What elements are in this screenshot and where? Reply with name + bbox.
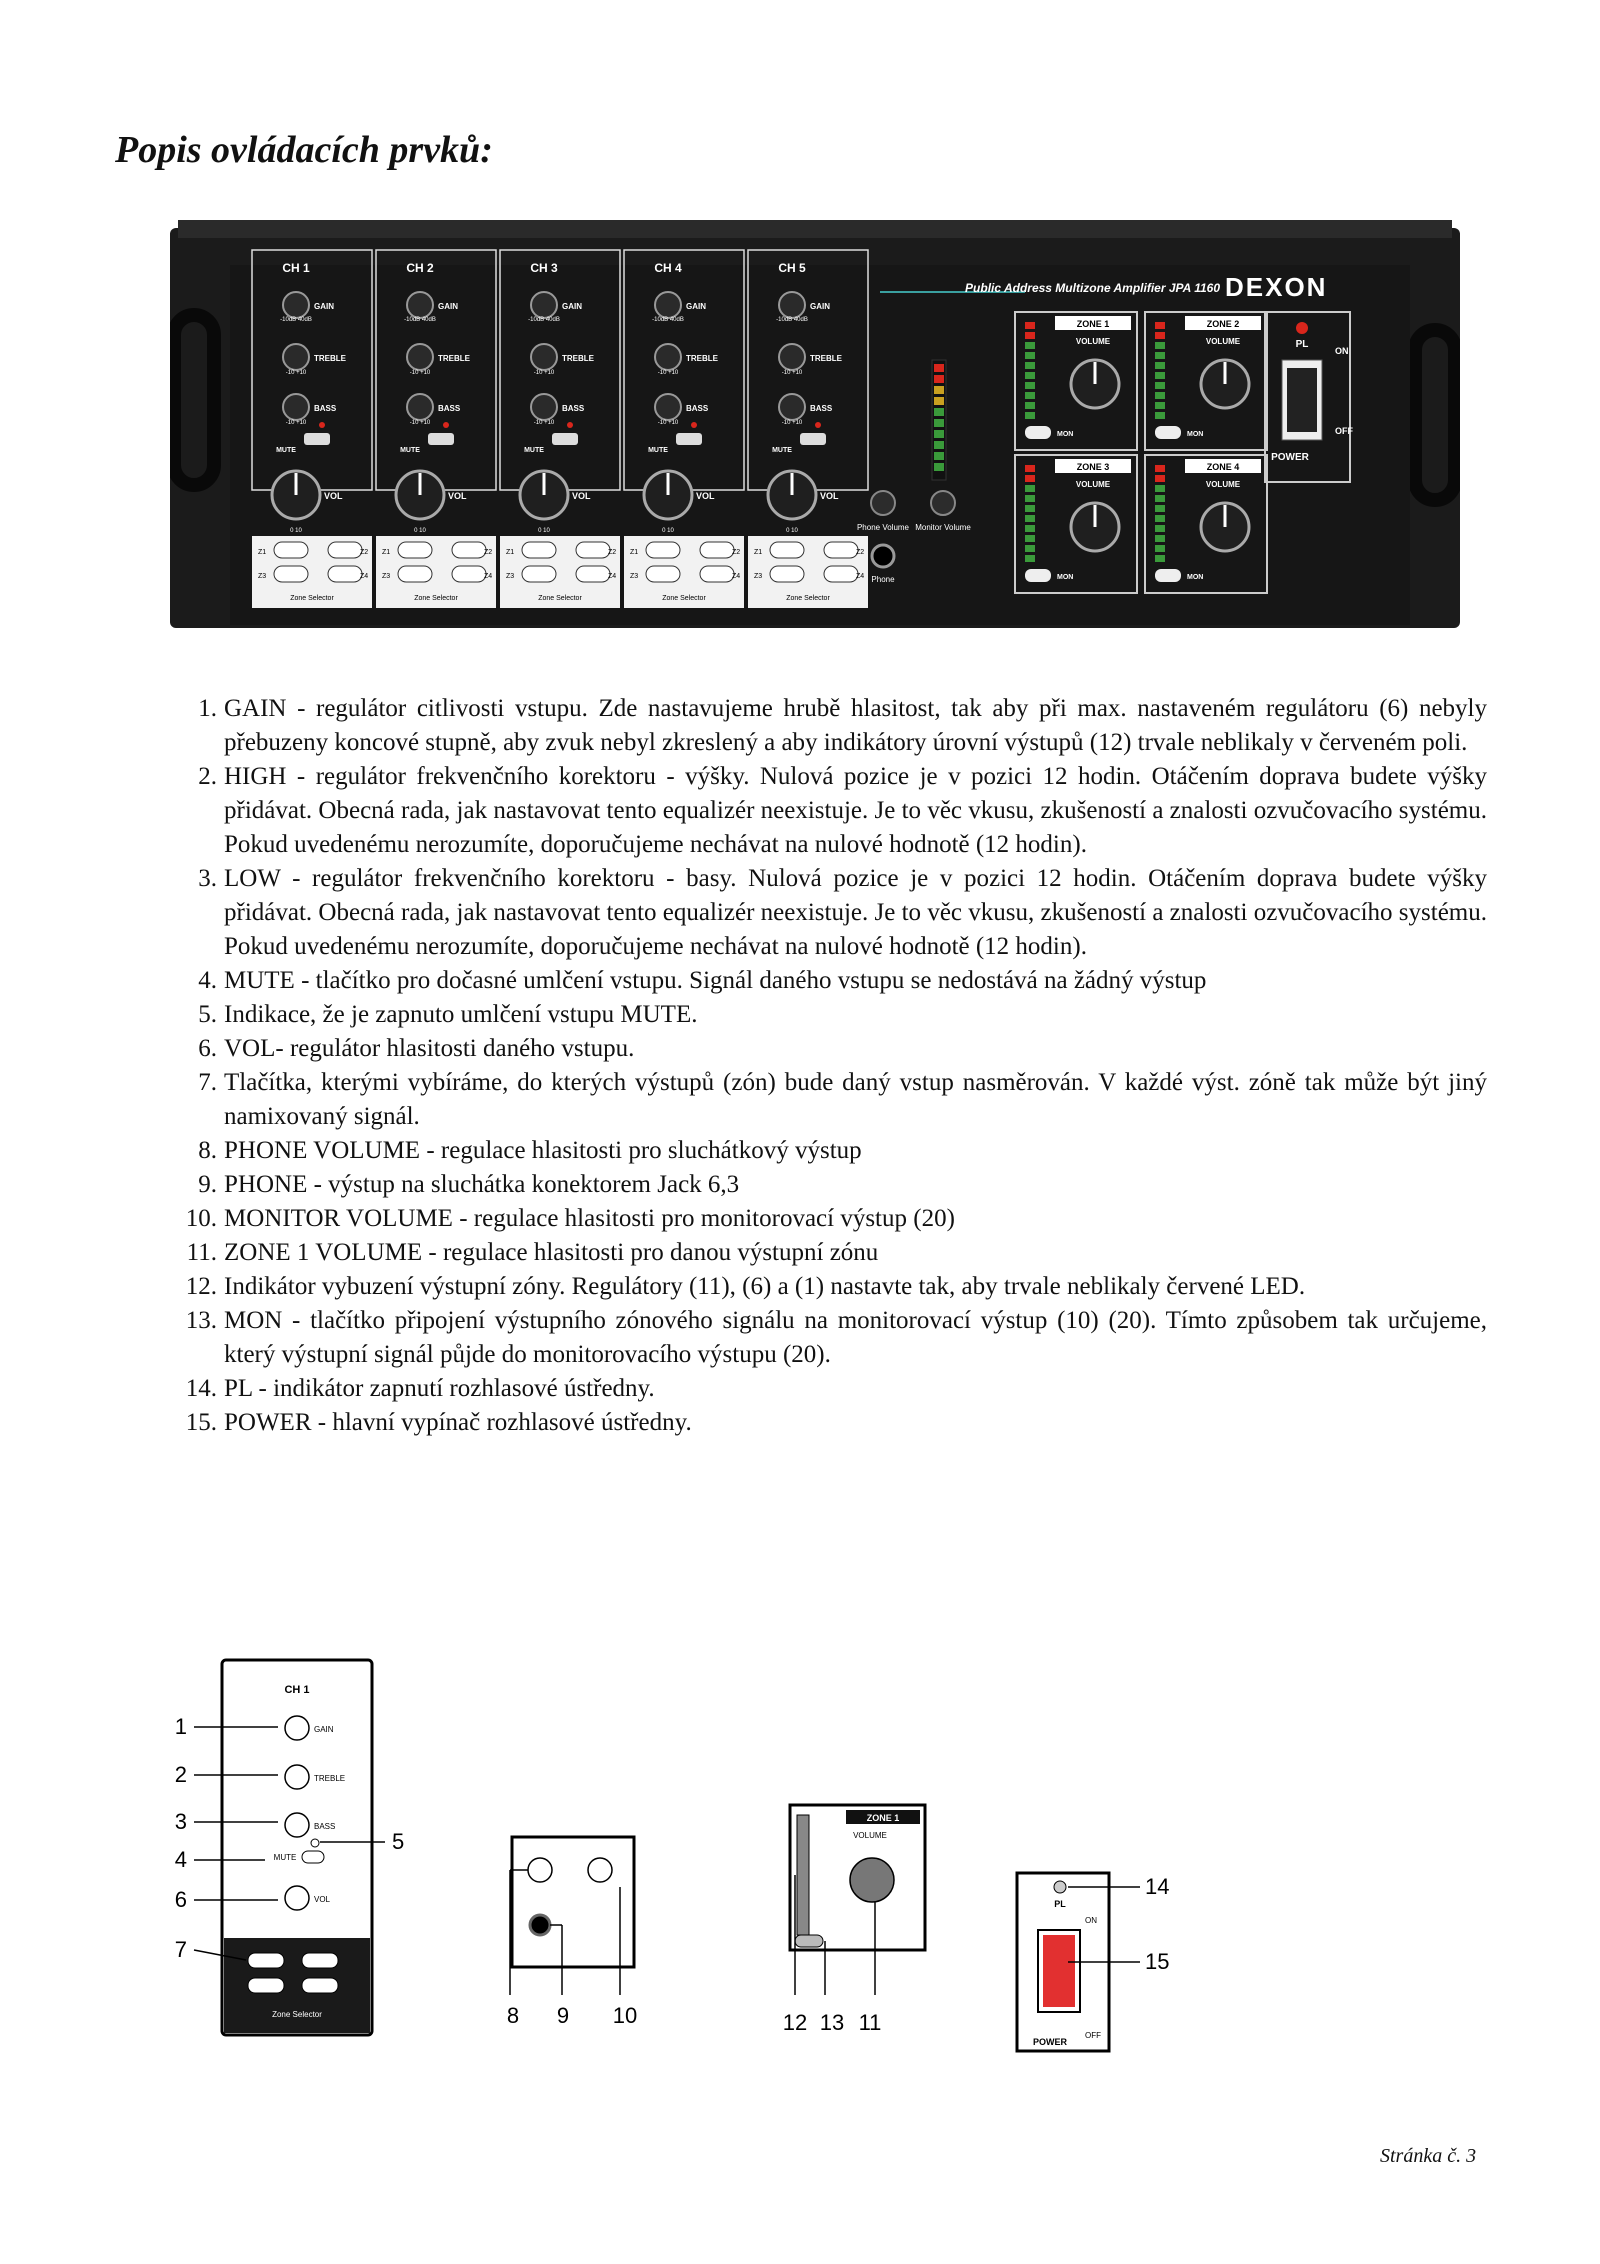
- gain-range-label: -10dB 40dB: [652, 317, 684, 323]
- zone-vu-led: [1025, 382, 1035, 389]
- vu-led: [934, 364, 944, 372]
- callout-2: 2: [174, 1762, 187, 1787]
- callout-15: 15: [1145, 1949, 1170, 1974]
- zone-vu-led: [1025, 342, 1035, 349]
- vol-label: VOL: [324, 491, 343, 501]
- zone-vu-led: [1025, 475, 1035, 482]
- zone-vu-led: [1025, 412, 1035, 419]
- phone-label: Phone: [871, 575, 895, 584]
- diagram-zone-label: ZONE 1: [866, 1813, 900, 1823]
- list-item-text: MON - tlačítko připojení výstupního zónového signálu na monitorovací výstup (10) (20). Tímto způsobem tak určujeme, který výstupní signál půjde do monitorovacího výstupu (20).: [224, 1307, 1487, 1368]
- vu-led: [934, 441, 944, 449]
- phone-volume-label: Phone Volume: [856, 523, 910, 532]
- mon-label: MON: [1057, 431, 1074, 438]
- zone-vu-led: [1025, 402, 1035, 409]
- zone-button[interactable]: [700, 542, 734, 558]
- callout-3: 3: [174, 1809, 187, 1834]
- mute-button[interactable]: [428, 433, 454, 445]
- vol-label: VOL: [696, 491, 715, 501]
- diagram-off-label: OFF: [1085, 2031, 1101, 2040]
- z2-button-icon: [302, 1953, 338, 1968]
- zone-vu-led: [1025, 545, 1035, 552]
- list-item-text: HIGH - regulátor frekvenčního korektoru - výšky. Nulová pozice je v pozici 12 hodin. Otáčením doprava budete výšky přidávat. Obecná rada, jak nastavovat tento equalizér neexistuje. Je to věc vkusu, zkušeností a znalosti ozvučovacího systému. Pokud uvedenému nerozumíte, doporučujeme nechávat na nulové hodnotě (12 hodin).: [224, 763, 1487, 858]
- list-item: [175, 692, 1487, 760]
- list-item-text: PHONE - výstup na sluchátka konektorem Jack 6,3: [224, 1171, 740, 1198]
- list-item: [175, 760, 1487, 862]
- z3-label: Z3: [258, 573, 267, 580]
- gain-label: GAIN: [562, 302, 582, 311]
- zone-selector-label: Zone Selector: [414, 595, 458, 602]
- phone-jack-icon[interactable]: [872, 545, 894, 567]
- list-item-number: 6.: [198, 1035, 217, 1062]
- on-label: ON: [1335, 346, 1349, 356]
- zone-label: ZONE 1: [1076, 319, 1110, 329]
- list-item-number: 7.: [198, 1069, 217, 1096]
- zone-vu-led: [1155, 392, 1165, 399]
- list-item-text: ZONE 1 VOLUME - regulace hlasitosti pro danou výstupní zónu: [224, 1239, 879, 1266]
- zone-button[interactable]: [328, 566, 362, 582]
- mute-button[interactable]: [304, 433, 330, 445]
- zone-vu-led: [1025, 392, 1035, 399]
- treble-range-label: -10 +10: [781, 370, 803, 376]
- vu-led: [934, 397, 944, 405]
- treble-range-label: -10 +10: [409, 370, 431, 376]
- z2-label: Z2: [732, 549, 741, 556]
- mon-label: MON: [1187, 574, 1204, 581]
- zone-vu-led: [1025, 525, 1035, 532]
- bass-knob-icon[interactable]: [407, 394, 433, 420]
- zone-vu-led: [1025, 322, 1035, 329]
- diagram-zone-selector-label: Zone Selector: [272, 2010, 322, 2019]
- diagram-volume-label: VOLUME: [853, 1831, 887, 1840]
- list-item: [175, 862, 1487, 964]
- power-label: POWER: [1271, 452, 1309, 463]
- mute-led-icon: [311, 1839, 319, 1847]
- z4-button-icon: [302, 1978, 338, 1993]
- z3-label: Z3: [630, 573, 639, 580]
- callout-7: 7: [174, 1937, 187, 1962]
- list-item-number: 8.: [198, 1137, 217, 1164]
- zone-volume-label: VOLUME: [1075, 480, 1111, 489]
- zone-button[interactable]: [770, 542, 804, 558]
- list-item-number: 15.: [185, 1409, 217, 1436]
- zone-label: ZONE 3: [1076, 462, 1110, 472]
- gain-knob-icon[interactable]: [407, 292, 433, 318]
- gain-label: GAIN: [438, 302, 458, 311]
- list-item-text: PL - indikátor zapnutí rozhlasové ústředny.: [224, 1375, 655, 1402]
- zone-volume-label: VOLUME: [1205, 480, 1241, 489]
- list-item: [175, 1236, 1487, 1270]
- list-item: [175, 1270, 1487, 1304]
- diagram-on-label: ON: [1085, 1916, 1097, 1925]
- list-item-text: MONITOR VOLUME - regulace hlasitosti pro monitorovací výstup (20): [224, 1205, 955, 1232]
- mute-label: MUTE: [772, 447, 792, 454]
- diagram-monitor-volume-knob-icon: [588, 1858, 612, 1882]
- treble-label: TREBLE: [686, 354, 718, 363]
- amplifier-front-panel-image: [170, 220, 1460, 630]
- z1-label: Z1: [258, 549, 267, 556]
- zone-vu-led: [1155, 545, 1165, 552]
- zone-button[interactable]: [328, 542, 362, 558]
- bass-knob-icon: [285, 1813, 309, 1837]
- zone-label: ZONE 4: [1206, 462, 1240, 472]
- zone-button[interactable]: [700, 566, 734, 582]
- mon-button[interactable]: [1155, 569, 1181, 582]
- zone-button[interactable]: [398, 542, 432, 558]
- zone-vu-led: [1155, 412, 1165, 419]
- mute-label: MUTE: [524, 447, 544, 454]
- mon-label: MON: [1057, 574, 1074, 581]
- gain-knob-icon[interactable]: [655, 292, 681, 318]
- list-item: [175, 1134, 1487, 1168]
- channel-label: CH 4: [654, 261, 682, 275]
- vu-led: [934, 463, 944, 471]
- pl-label: PL: [1295, 339, 1309, 350]
- diagram-pl-label: PL: [1054, 1899, 1066, 1909]
- callout-13: 13: [819, 2010, 845, 2035]
- list-item-number: 3.: [198, 865, 217, 892]
- vol-label: VOL: [820, 491, 839, 501]
- control-list: [175, 692, 1487, 1440]
- zone-vu-led: [1155, 535, 1165, 542]
- z2-label: Z2: [608, 549, 617, 556]
- zone-vu-led: [1025, 485, 1035, 492]
- bass-range-label: -10 +10: [657, 420, 679, 426]
- callout-6: 6: [174, 1887, 187, 1912]
- vol-range-label: 0 10: [786, 528, 798, 534]
- diagram-ch-label: CH 1: [284, 1684, 310, 1696]
- zone-vu-led: [1155, 322, 1165, 329]
- list-item-number: 1.: [198, 695, 217, 722]
- list-item-text: LOW - regulátor frekvenčního korektoru - basy. Nulová pozice je v pozici 12 hodin. Otáčením doprava budete výšky přidávat. Obecná rada, jak nastavovat tento equalizér neexistuje. Je to věc vkusu, zkušeností a znalosti ozvučovacího systému. Pokud uvedenému nerozumíte, doporučujeme nechávat na nulové hodnotě (12 hodin).: [224, 865, 1487, 960]
- channel-label: CH 1: [282, 261, 310, 275]
- zone-vu-led: [1025, 465, 1035, 472]
- vu-led: [934, 419, 944, 427]
- zone-button[interactable]: [522, 566, 556, 582]
- list-item-number: 11.: [186, 1239, 217, 1266]
- diagram-bass-label: BASS: [314, 1822, 336, 1831]
- gain-range-label: -10dB 40dB: [528, 317, 560, 323]
- amp-brand: DEXON: [1225, 272, 1328, 302]
- detail-diagram: [170, 1655, 1230, 2055]
- z3-label: Z3: [382, 573, 391, 580]
- vu-led: [934, 386, 944, 394]
- zone-label: ZONE 2: [1206, 319, 1240, 329]
- treble-knob-icon: [285, 1765, 309, 1789]
- mute-led-icon: [319, 422, 325, 428]
- pl-led-icon: [1296, 322, 1308, 334]
- z3-label: Z3: [754, 573, 763, 580]
- gain-knob-icon[interactable]: [779, 292, 805, 318]
- diagram-zone-volume-knob-icon: [850, 1858, 894, 1902]
- mon-button[interactable]: [1025, 426, 1051, 439]
- bass-label: BASS: [686, 404, 709, 413]
- z1-button-icon: [248, 1953, 284, 1968]
- zone-vu-led: [1155, 525, 1165, 532]
- zone-vu-led: [1155, 515, 1165, 522]
- z4-label: Z4: [360, 573, 369, 580]
- zone-vu-led: [1155, 352, 1165, 359]
- z3-button-icon: [248, 1978, 284, 1993]
- zone-volume-label: VOLUME: [1205, 337, 1241, 346]
- gain-range-label: -10dB 40dB: [776, 317, 808, 323]
- vu-led: [934, 408, 944, 416]
- zone-selector-label: Zone Selector: [538, 595, 582, 602]
- list-item-text: Indikace, že je zapnuto umlčení vstupu MUTE.: [224, 1001, 698, 1028]
- zone-selector-label: Zone Selector: [290, 595, 334, 602]
- channel-label: CH 3: [530, 261, 558, 275]
- vol-label: VOL: [572, 491, 591, 501]
- treble-label: TREBLE: [562, 354, 594, 363]
- mon-button[interactable]: [1025, 569, 1051, 582]
- list-item: [175, 1032, 1487, 1066]
- zone-button[interactable]: [398, 566, 432, 582]
- z1-label: Z1: [382, 549, 391, 556]
- callout-12: 12: [782, 2010, 808, 2035]
- gain-knob-icon: [285, 1716, 309, 1740]
- list-item-text: POWER - hlavní vypínač rozhlasové ústředny.: [224, 1409, 692, 1436]
- zone-vu-led: [1155, 475, 1165, 482]
- list-item-text: Tlačítka, kterými vybíráme, do kterých výstupů (zón) bude daný vstup nasměrován. V každé výst. zóně tak může být jiný namixovaný signál.: [224, 1069, 1487, 1130]
- treble-knob-icon[interactable]: [655, 344, 681, 370]
- zone-vu-led: [1025, 332, 1035, 339]
- zone-button[interactable]: [576, 542, 610, 558]
- list-item-number: 13.: [185, 1307, 217, 1334]
- zone-vu-led: [1025, 352, 1035, 359]
- list-item-number: 12.: [185, 1273, 217, 1300]
- zone-selector-label: Zone Selector: [786, 595, 830, 602]
- zone-volume-label: VOLUME: [1075, 337, 1111, 346]
- bass-range-label: -10 +10: [781, 420, 803, 426]
- diagram-vol-label: VOL: [314, 1895, 331, 1904]
- diagram-vu-meter-icon: [797, 1815, 809, 1935]
- bass-label: BASS: [314, 404, 337, 413]
- gain-label: GAIN: [314, 302, 334, 311]
- vu-led: [934, 430, 944, 438]
- callout-14: 14: [1145, 1874, 1170, 1899]
- channel-label: CH 2: [406, 261, 434, 275]
- zone-vu-led: [1025, 505, 1035, 512]
- mute-label: MUTE: [400, 447, 420, 454]
- amp-model-text: Public Address Multizone Amplifier JPA 1160: [965, 281, 1220, 295]
- bass-knob-icon[interactable]: [655, 394, 681, 420]
- gain-label: GAIN: [686, 302, 706, 311]
- z4-label: Z4: [856, 573, 865, 580]
- list-item-number: 14.: [185, 1375, 217, 1402]
- diagram-gain-label: GAIN: [314, 1725, 334, 1734]
- list-item-number: 9.: [198, 1171, 217, 1198]
- vol-range-label: 0 10: [290, 528, 302, 534]
- vu-led: [934, 375, 944, 383]
- zone-vu-led: [1155, 465, 1165, 472]
- off-label: OFF: [1335, 426, 1353, 436]
- mute-led-icon: [443, 422, 449, 428]
- mute-led-icon: [567, 422, 573, 428]
- callout-4: 4: [174, 1847, 187, 1872]
- zone-button[interactable]: [452, 542, 486, 558]
- bass-knob-icon[interactable]: [283, 394, 309, 420]
- treble-knob-icon[interactable]: [283, 344, 309, 370]
- zone-button[interactable]: [824, 566, 858, 582]
- zone-button[interactable]: [770, 566, 804, 582]
- z1-label: Z1: [506, 549, 515, 556]
- zone-vu-led: [1155, 342, 1165, 349]
- treble-range-label: -10 +10: [657, 370, 679, 376]
- bass-range-label: -10 +10: [409, 420, 431, 426]
- zone-vu-led: [1155, 362, 1165, 369]
- zone-vu-led: [1025, 362, 1035, 369]
- monitor-volume-label: Monitor Volume: [915, 523, 971, 532]
- list-item: [175, 1168, 1487, 1202]
- treble-knob-icon[interactable]: [779, 344, 805, 370]
- vol-range-label: 0 10: [538, 528, 550, 534]
- zone-vu-led: [1025, 555, 1035, 562]
- gain-knob-icon[interactable]: [531, 292, 557, 318]
- list-item: [175, 1372, 1487, 1406]
- page-title: Popis ovládacích prvků:: [115, 129, 493, 171]
- treble-label: TREBLE: [438, 354, 470, 363]
- mute-button-icon: [302, 1851, 324, 1863]
- treble-label: TREBLE: [810, 354, 842, 363]
- zone-button[interactable]: [646, 542, 680, 558]
- list-item: [175, 998, 1487, 1032]
- bass-range-label: -10 +10: [533, 420, 555, 426]
- diagram-power-label: POWER: [1032, 2037, 1068, 2047]
- zone-button[interactable]: [274, 566, 308, 582]
- z4-label: Z4: [608, 573, 617, 580]
- zone-button[interactable]: [452, 566, 486, 582]
- callout-11: 11: [858, 2010, 882, 2035]
- mute-label: MUTE: [648, 447, 668, 454]
- zone-vu-led: [1155, 372, 1165, 379]
- zone-button[interactable]: [824, 542, 858, 558]
- list-item-text: Indikátor vybuzení výstupní zóny. Regulátory (11), (6) a (1) nastavte tak, aby trvale neblikaly červené LED.: [224, 1273, 1306, 1300]
- callout-9: 9: [556, 2003, 570, 2028]
- list-item-text: MUTE - tlačítko pro dočasné umlčení vstupu. Signál daného vstupu se nedostává na žádný výstup: [224, 967, 1207, 994]
- mute-label: MUTE: [276, 447, 296, 454]
- bass-range-label: -10 +10: [285, 420, 307, 426]
- list-item-number: 4.: [198, 967, 217, 994]
- bass-label: BASS: [810, 404, 833, 413]
- list-item: [175, 1406, 1487, 1440]
- z3-label: Z3: [506, 573, 515, 580]
- zone-vu-led: [1025, 535, 1035, 542]
- treble-knob-icon[interactable]: [531, 344, 557, 370]
- mute-led-icon: [815, 422, 821, 428]
- zone-selector-label: Zone Selector: [662, 595, 706, 602]
- diagram-phone-jack-icon: [530, 1915, 550, 1935]
- monitor-volume-knob-icon[interactable]: [931, 491, 955, 515]
- zone-vu-led: [1155, 495, 1165, 502]
- treble-knob-icon[interactable]: [407, 344, 433, 370]
- mute-button[interactable]: [552, 433, 578, 445]
- vol-range-label: 0 10: [662, 528, 674, 534]
- list-item: [175, 1202, 1487, 1236]
- treble-label: TREBLE: [314, 354, 346, 363]
- zone-vu-led: [1155, 485, 1165, 492]
- z2-label: Z2: [484, 549, 493, 556]
- callout-5: 5: [392, 1829, 405, 1854]
- diagram-pl-led-icon: [1054, 1881, 1066, 1893]
- zone-vu-led: [1155, 332, 1165, 339]
- z4-label: Z4: [732, 573, 741, 580]
- vol-label: VOL: [448, 491, 467, 501]
- list-item-text: GAIN - regulátor citlivosti vstupu. Zde nastavujeme hrubě hlasitost, tak aby při max. nastaveném regulátoru (6) nebyly přebuzeny koncové stupně, aby zvuk nebyl zkreslený a aby indikátory úrovní výstupů (12) trvale neblikaly v červeném poli.: [224, 695, 1487, 756]
- vol-range-label: 0 10: [414, 528, 426, 534]
- callout-10: 10: [612, 2003, 638, 2028]
- zone-button[interactable]: [576, 566, 610, 582]
- phone-monitor-detail-outline: [512, 1837, 634, 1967]
- mute-button[interactable]: [676, 433, 702, 445]
- list-item: [175, 964, 1487, 998]
- diagram-mute-label: MUTE: [273, 1853, 297, 1862]
- z2-label: Z2: [360, 549, 369, 556]
- bass-label: BASS: [562, 404, 585, 413]
- diagram-phone-volume-knob-icon: [528, 1858, 552, 1882]
- z1-label: Z1: [630, 549, 639, 556]
- callout-8: 8: [506, 2003, 520, 2028]
- list-item: [175, 1304, 1487, 1372]
- mon-button[interactable]: [1155, 426, 1181, 439]
- zone-button[interactable]: [522, 542, 556, 558]
- vol-knob-icon: [285, 1886, 309, 1910]
- diagram-treble-label: TREBLE: [314, 1774, 346, 1783]
- z2-label: Z2: [856, 549, 865, 556]
- vu-led: [934, 452, 944, 460]
- callout-1: 1: [174, 1714, 187, 1739]
- mute-led-icon: [691, 422, 697, 428]
- mon-label: MON: [1187, 431, 1204, 438]
- bass-knob-icon[interactable]: [779, 394, 805, 420]
- gain-label: GAIN: [810, 302, 830, 311]
- gain-range-label: -10dB 40dB: [280, 317, 312, 323]
- gain-knob-icon[interactable]: [283, 292, 309, 318]
- diagram-mon-button-icon: [795, 1935, 823, 1947]
- bass-knob-icon[interactable]: [531, 394, 557, 420]
- channel-label: CH 5: [778, 261, 806, 275]
- z1-label: Z1: [754, 549, 763, 556]
- phone-volume-knob-icon[interactable]: [871, 491, 895, 515]
- zone-button[interactable]: [274, 542, 308, 558]
- list-item-text: PHONE VOLUME - regulace hlasitosti pro sluchátkový výstup: [224, 1137, 862, 1164]
- bass-label: BASS: [438, 404, 461, 413]
- treble-range-label: -10 +10: [533, 370, 555, 376]
- zone-vu-led: [1155, 402, 1165, 409]
- treble-range-label: -10 +10: [285, 370, 307, 376]
- list-item-number: 5.: [198, 1001, 217, 1028]
- zone-vu-led: [1155, 505, 1165, 512]
- zone-button[interactable]: [646, 566, 680, 582]
- z4-label: Z4: [484, 573, 493, 580]
- page-number-footer: Stránka č. 3: [1380, 2145, 1477, 2167]
- list-item: [175, 1066, 1487, 1134]
- zone-vu-led: [1025, 495, 1035, 502]
- zone-vu-led: [1155, 382, 1165, 389]
- mute-button[interactable]: [800, 433, 826, 445]
- list-item-text: VOL- regulátor hlasitosti daného vstupu.: [224, 1035, 635, 1062]
- zone-vu-led: [1025, 515, 1035, 522]
- list-item-number: 10.: [185, 1205, 217, 1232]
- zone-vu-led: [1155, 555, 1165, 562]
- zone-vu-led: [1025, 372, 1035, 379]
- gain-range-label: -10dB 40dB: [404, 317, 436, 323]
- list-item-number: 2.: [198, 763, 217, 790]
